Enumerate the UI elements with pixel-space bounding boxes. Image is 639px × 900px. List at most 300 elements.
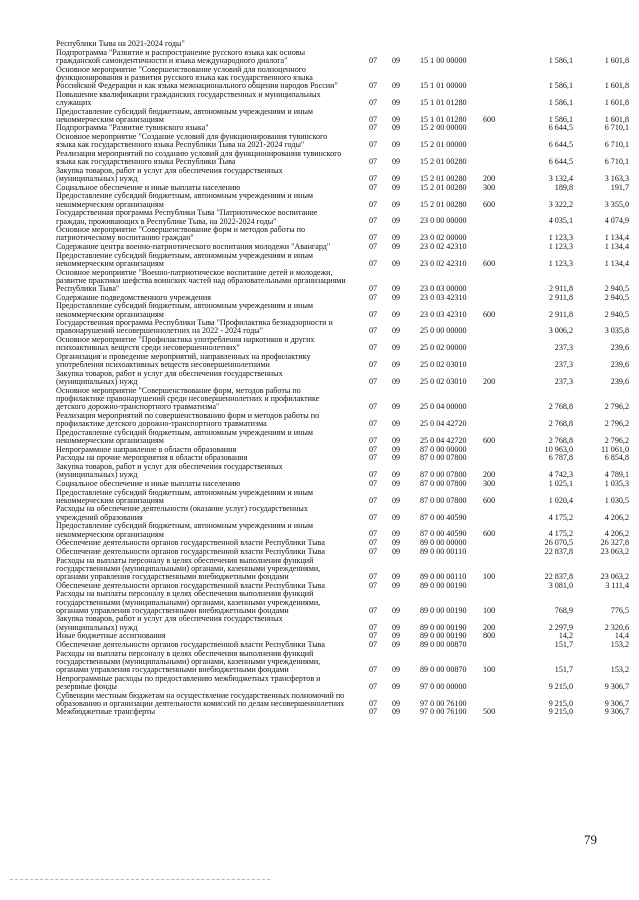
- amount-2023: 4 175,2: [548, 529, 573, 539]
- table-row: [0, 133, 639, 149]
- amount-2023: 1 586,1: [548, 80, 573, 90]
- amount-2023: 6 787,8: [548, 453, 573, 463]
- section-code: 07: [369, 478, 378, 488]
- section-code: 07: [369, 199, 378, 209]
- row-name: Основное мероприятие "Создание условий для функционирования тувинского языка как государственного языка Республики Тыва на 2021-2024 годы": [56, 132, 328, 150]
- target-article-code: 23 0 02 42310: [420, 242, 467, 251]
- section-code: 07: [369, 114, 378, 124]
- subsection-code: 09: [392, 707, 401, 717]
- section-code: 07: [369, 343, 378, 353]
- subsection-code: 09: [392, 233, 401, 243]
- section-code: 07: [369, 546, 378, 556]
- section-code: 07: [369, 512, 378, 522]
- subsection-code: 09: [392, 173, 401, 183]
- amount-2024: 1 030,5: [604, 495, 629, 505]
- subsection-code: 09: [392, 631, 401, 641]
- expense-type-code: 300: [483, 478, 496, 488]
- target-article-code: 23 0 03 42310: [420, 309, 467, 319]
- row-name: Основное мероприятие "Совершенствование форм, методов работы по профилактике правонарушений среди несовершеннолетних и профилактике детского дорожно-транспортного травматизма": [56, 385, 320, 412]
- row-name: Предоставление субсидий бюджетным, автономным учреждениям и иным некоммерческим организациям: [56, 427, 314, 445]
- table-row: [0, 167, 639, 183]
- section-code: 07: [369, 140, 378, 150]
- section-code: 07: [369, 681, 378, 691]
- amount-2023: 2 911,8: [549, 309, 573, 319]
- scan-edge-line: [10, 879, 270, 880]
- amount-2024: 239,6: [610, 360, 629, 370]
- table-row: [0, 557, 639, 582]
- row-name: Расходы на выплаты персоналу в целях обеспечения выполнения функций государственными (муниципальными) органами, казенными учреждениями, органами управления государственными внебюджетными фондами: [56, 555, 321, 581]
- amount-2024: 9 306,7: [604, 707, 629, 717]
- amount-2023: 237,3: [554, 377, 573, 387]
- amount-2023: 22 837,8: [544, 571, 573, 581]
- section-code: 07: [369, 258, 378, 268]
- table-row: [0, 387, 639, 412]
- table-row: [0, 40, 639, 48]
- row-name: Социальное обеспечение и иные выплаты населению: [56, 182, 241, 192]
- section-code: 07: [369, 435, 378, 445]
- amount-2023: 768,9: [554, 605, 573, 615]
- subsection-code: 09: [392, 639, 401, 649]
- section-code: 07: [369, 580, 378, 590]
- amount-2023: 1 025,1: [548, 478, 573, 488]
- amount-2023: 1 020,4: [548, 495, 573, 505]
- amount-2024: 153,2: [610, 639, 629, 649]
- amount-2024: 4 789,1: [604, 470, 629, 480]
- target-article-code: 89 0 00 00190: [420, 622, 467, 632]
- target-article-code: 23 0 03 00000: [420, 283, 467, 293]
- amount-2024: 1 134,4: [604, 242, 629, 251]
- target-article-code: 15 2 01 00000: [420, 140, 467, 150]
- amount-2023: 3 081,0: [548, 580, 573, 590]
- amount-2024: 11 061,0: [600, 444, 629, 454]
- amount-2023: 189,8: [554, 182, 573, 192]
- target-article-code: 23 0 03 42310: [420, 292, 467, 302]
- section-code: 07: [369, 377, 378, 387]
- section-code: 07: [369, 605, 378, 615]
- amount-2023: 2 297,9: [548, 622, 573, 632]
- section-code: 07: [369, 631, 378, 641]
- expense-type-code: 300: [483, 182, 496, 192]
- table-row: [0, 302, 639, 318]
- target-article-code: 25 0 02 03010: [420, 360, 467, 370]
- table-row: [0, 675, 639, 691]
- table-row: [0, 66, 639, 91]
- target-article-code: 15 1 00 00000: [420, 55, 467, 65]
- amount-2024: 4 074,9: [604, 216, 629, 226]
- amount-2024: 9 306,7: [604, 681, 629, 691]
- table-row: [0, 336, 639, 352]
- row-name: Предоставление субсидий бюджетным, автономным учреждениям и иным некоммерческим организациям: [56, 106, 314, 124]
- subsection-code: 09: [392, 538, 401, 548]
- amount-2024: 6 710,1: [604, 140, 629, 150]
- table-row: [0, 548, 639, 556]
- row-name: Предоставление субсидий бюджетным, автономным учреждениям и иным некоммерческим организациям: [56, 487, 314, 505]
- subsection-code: 09: [392, 123, 401, 133]
- subsection-code: 09: [392, 199, 401, 209]
- amount-2023: 1 123,3: [548, 233, 573, 243]
- section-code: 07: [369, 664, 378, 674]
- row-name: Социальное обеспечение и иные выплаты населению: [56, 478, 241, 488]
- amount-2024: 23 063,2: [600, 571, 629, 581]
- row-name: Закупка товаров, работ и услуг для обеспечения государственных (муниципальных) нужд: [56, 165, 283, 183]
- subsection-code: 09: [392, 453, 401, 463]
- target-article-code: 87 0 00 07800: [420, 495, 467, 505]
- table-row: [0, 319, 639, 335]
- expense-type-code: 600: [483, 529, 496, 539]
- section-code: 07: [369, 360, 378, 370]
- subsection-code: 09: [392, 571, 401, 581]
- amount-2023: 151,7: [554, 639, 573, 649]
- table-row: [0, 650, 639, 675]
- amount-2024: 2 796,2: [604, 402, 629, 412]
- amount-2023: 26 070,5: [544, 538, 573, 548]
- amount-2024: 1 601,8: [604, 55, 629, 65]
- expense-type-code: 600: [483, 495, 496, 505]
- row-name: Основное мероприятие "Профилактика употребления наркотиков и других психоактивных веществ среди несовершеннолетних": [56, 335, 315, 353]
- table-row: [0, 192, 639, 208]
- amount-2023: 4 742,3: [548, 470, 573, 480]
- amount-2024: 239,6: [610, 343, 629, 353]
- target-article-code: 25 0 02 00000: [420, 343, 467, 353]
- subsection-code: 09: [392, 182, 401, 192]
- amount-2024: 3 111,4: [605, 580, 629, 590]
- subsection-code: 09: [392, 435, 401, 445]
- row-name: Обеспечение деятельности органов государственной власти Республики Тыва: [56, 639, 325, 649]
- target-article-code: 87 0 00 07800: [420, 478, 467, 488]
- amount-2024: 3 355,0: [604, 199, 629, 209]
- amount-2024: 1 601,8: [604, 80, 629, 90]
- amount-2023: 3 132,4: [548, 173, 573, 183]
- amount-2023: 4 035,1: [548, 216, 573, 226]
- subsection-code: 09: [392, 258, 401, 268]
- subsection-code: 09: [392, 529, 401, 539]
- subsection-code: 09: [392, 546, 401, 556]
- target-article-code: 23 0 00 00000: [420, 216, 467, 226]
- target-article-code: 15 2 01 00280: [420, 173, 467, 183]
- subsection-code: 09: [392, 478, 401, 488]
- table-row: [0, 641, 639, 649]
- subsection-code: 09: [392, 681, 401, 691]
- table-row: [0, 108, 639, 124]
- row-name: Реализация мероприятий по созданию условий для функционирования тувинского языка как государственного языка Республики Тыва: [56, 149, 342, 167]
- target-article-code: 97 0 00 76100: [420, 707, 467, 717]
- section-code: 07: [369, 402, 378, 412]
- amount-2024: 1 134,4: [604, 233, 629, 243]
- row-name: Содержание подведомственного учреждения: [56, 292, 211, 302]
- amount-2024: 4 206,2: [604, 529, 629, 539]
- subsection-code: 09: [392, 698, 401, 708]
- subsection-code: 09: [392, 157, 401, 167]
- amount-2023: 151,7: [554, 664, 573, 674]
- section-code: 07: [369, 418, 378, 428]
- subsection-code: 09: [392, 580, 401, 590]
- amount-2023: 237,3: [554, 343, 573, 353]
- target-article-code: 87 0 00 00000: [420, 444, 467, 454]
- row-name: Расходы на выплаты персоналу в целях обеспечения выполнения функций государственными (муниципальными) органами, казенными учреждениями, органами управления государственными внебюджетными фондами: [56, 648, 321, 674]
- section-code: 07: [369, 622, 378, 632]
- expense-type-code: 100: [483, 664, 496, 674]
- row-name: Содержание центра военно-патриотического воспитания молодежи "Авангард": [56, 242, 331, 251]
- table-row: [0, 708, 639, 716]
- row-name: Предоставление субсидий бюджетным, автономным учреждениям и иным некоммерческим организациям: [56, 250, 314, 268]
- target-article-code: 89 0 00 00000: [420, 538, 467, 548]
- table-row: [0, 150, 639, 166]
- expense-type-code: 600: [483, 309, 496, 319]
- section-code: 07: [369, 571, 378, 581]
- amount-2023: 6 644,5: [548, 157, 573, 167]
- amount-2023: 1 586,1: [548, 97, 573, 107]
- row-name: Межбюджетные трансферты: [56, 707, 156, 717]
- amount-2023: 9 215,0: [548, 698, 573, 708]
- row-name: Организация и проведение мероприятий, направленных на профилактику употребления психоактивных веществ несовершеннолетними: [56, 352, 311, 370]
- table-row: [0, 480, 639, 488]
- subsection-code: 09: [392, 140, 401, 150]
- subsection-code: 09: [392, 470, 401, 480]
- expense-type-code: 800: [483, 631, 496, 641]
- amount-2023: 9 215,0: [548, 681, 573, 691]
- expense-type-code: 100: [483, 605, 496, 615]
- expense-type-code: 200: [483, 470, 496, 480]
- target-article-code: 15 2 00 00000: [420, 123, 467, 133]
- amount-2024: 153,2: [610, 664, 629, 674]
- expense-type-code: 200: [483, 377, 496, 387]
- subsection-code: 09: [392, 326, 401, 336]
- table-row: [0, 692, 639, 708]
- target-article-code: 97 0 00 00000: [420, 681, 467, 691]
- row-name: Расходы на прочие мероприятия в области образования: [56, 453, 248, 463]
- row-name: Закупка товаров, работ и услуг для обеспечения государственных (муниципальных) нужд: [56, 368, 283, 387]
- amount-2023: 4 175,2: [548, 512, 573, 522]
- subsection-code: 09: [392, 97, 401, 107]
- subsection-code: 09: [392, 292, 401, 302]
- section-code: 07: [369, 698, 378, 708]
- row-name: Предоставление субсидий бюджетным, автономным учреждениям и иным некоммерческим организациям: [56, 521, 314, 539]
- subsection-code: 09: [392, 512, 401, 522]
- subsection-code: 09: [392, 605, 401, 615]
- row-name: Основное мероприятие "Военно-патриотическое воспитание детей и молодежи, развитие практики шефства воинских частей над образовательными организациями Республики Тыва": [56, 267, 346, 293]
- amount-2023: 1 123,3: [548, 242, 573, 251]
- row-name: Закупка товаров, работ и услуг для обеспечения государственных (муниципальных) нужд: [56, 614, 283, 632]
- subsection-code: 09: [392, 283, 401, 293]
- table-row: [0, 615, 639, 631]
- row-name: Расходы на выплаты персоналу в целях обеспечения выполнения функций государственными (муниципальными) органами, казенными учреждениями, органами управления государственными внебюджетными фондами: [56, 589, 321, 615]
- amount-2024: 1 035,3: [604, 478, 629, 488]
- amount-2023: 22 837,8: [544, 546, 573, 556]
- subsection-code: 09: [392, 80, 401, 90]
- amount-2023: 6 644,5: [548, 140, 573, 150]
- subsection-code: 09: [392, 360, 401, 370]
- table-row: [0, 209, 639, 225]
- amount-2023: 14,2: [558, 631, 573, 641]
- amount-2024: 3 035,8: [604, 326, 629, 336]
- target-article-code: 15 1 01 01280: [420, 97, 467, 107]
- row-name: Основное мероприятие "Совершенствование форм и методов работы по патриотическому воспитанию граждан": [56, 225, 306, 243]
- amount-2023: 2 768,8: [548, 402, 573, 412]
- section-code: 07: [369, 470, 378, 480]
- target-article-code: 87 0 00 40590: [420, 529, 467, 539]
- expense-type-code: 600: [483, 435, 496, 445]
- target-article-code: 89 0 00 00110: [420, 571, 467, 581]
- table-row: [0, 429, 639, 445]
- page-number: 79: [584, 832, 597, 847]
- target-article-code: 25 0 04 42720: [420, 435, 467, 445]
- subsection-code: 09: [392, 664, 401, 674]
- row-name: Основное мероприятие "Совершенствование условий для полноценного функционирования и развития русского языка как государственного языка Российской Федерации и как языка межнационального общения народов России": [56, 64, 338, 90]
- amount-2024: 1 601,8: [604, 114, 629, 124]
- table-row: [0, 91, 639, 107]
- expense-type-code: 200: [483, 622, 496, 632]
- amount-2023: 6 644,5: [548, 123, 573, 133]
- section-code: 07: [369, 242, 378, 251]
- target-article-code: 87 0 00 40590: [420, 512, 467, 522]
- amount-2024: 6 710,1: [604, 157, 629, 167]
- row-name: Непрограммное направление в области образования: [56, 444, 237, 454]
- row-name: Предоставление субсидий бюджетным, автономным учреждениям и иным некоммерческим организациям: [56, 191, 314, 209]
- section-code: 07: [369, 292, 378, 302]
- target-article-code: 25 0 04 42720: [420, 418, 467, 428]
- subsection-code: 09: [392, 444, 401, 454]
- section-code: 07: [369, 216, 378, 226]
- row-name: Непрограммные расходы по предоставлению межбюджетных трансфертов и резервные фонды: [56, 673, 321, 691]
- target-article-code: 89 0 00 00110: [420, 546, 467, 556]
- amount-2024: 6 710,1: [604, 123, 629, 133]
- target-article-code: 15 2 01 00280: [420, 157, 467, 167]
- row-name: Субвенции местным бюджетам на осуществление государственных полномочий по образованию и организации деятельности комиссий по делам несовершеннолетних: [56, 690, 345, 708]
- row-name: Государственная программа Республики Тыва "Патриотическое воспитание граждан, проживающих в Республике Тыва, на 2022-2024 годы": [56, 208, 318, 226]
- amount-2024: 2 940,5: [604, 292, 629, 302]
- amount-2023: 237,3: [554, 360, 573, 370]
- target-article-code: 25 0 00 00000: [420, 326, 467, 336]
- amount-2023: 2 911,8: [549, 283, 573, 293]
- target-article-code: 87 0 00 07800: [420, 453, 467, 463]
- target-article-code: 15 1 01 01280: [420, 114, 467, 124]
- section-code: 07: [369, 309, 378, 319]
- section-code: 07: [369, 495, 378, 505]
- amount-2024: 239,6: [610, 377, 629, 387]
- target-article-code: 89 0 00 00870: [420, 639, 467, 649]
- amount-2024: 2 796,2: [604, 435, 629, 445]
- target-article-code: 15 2 01 00280: [420, 199, 467, 209]
- target-article-code: 89 0 00 00190: [420, 631, 467, 641]
- row-name: Предоставление субсидий бюджетным, автономным учреждениям и иным некоммерческим организациям: [56, 301, 314, 319]
- amount-2024: 2 940,5: [604, 283, 629, 293]
- expense-type-code: 100: [483, 571, 496, 581]
- amount-2024: 3 163,3: [604, 173, 629, 183]
- amount-2024: 26 327,8: [600, 538, 629, 548]
- row-name: Обеспечение деятельности органов государственной власти Республики Тыва: [56, 546, 325, 556]
- subsection-code: 09: [392, 377, 401, 387]
- target-article-code: 89 0 00 00870: [420, 664, 467, 674]
- subsection-code: 09: [392, 495, 401, 505]
- target-article-code: 87 0 00 07800: [420, 470, 467, 480]
- row-name: Закупка товаров, работ и услуг для обеспечения государственных (муниципальных) нужд: [56, 462, 283, 480]
- amount-2024: 1 601,8: [604, 97, 629, 107]
- amount-2023: 10 963,0: [544, 444, 573, 454]
- section-code: 07: [369, 283, 378, 293]
- amount-2023: 1 586,1: [548, 55, 573, 65]
- amount-2023: 1 586,1: [548, 114, 573, 124]
- table-row: [0, 489, 639, 505]
- section-code: 07: [369, 326, 378, 336]
- expense-type-code: 600: [483, 114, 496, 124]
- amount-2024: 2 320,6: [604, 622, 629, 632]
- section-code: 07: [369, 55, 378, 65]
- amount-2023: 9 215,0: [548, 707, 573, 717]
- subsection-code: 09: [392, 402, 401, 412]
- section-code: 07: [369, 444, 378, 454]
- amount-2024: 23 063,2: [600, 546, 629, 556]
- row-name: Расходы на обеспечение деятельности (оказание услуг) государственных учреждений образования: [56, 504, 308, 522]
- subsection-code: 09: [392, 242, 401, 251]
- target-article-code: 15 2 01 00280: [420, 182, 467, 192]
- expense-type-code: 600: [483, 199, 496, 209]
- table-row: [0, 353, 639, 369]
- table-row: [0, 412, 639, 428]
- amount-2024: 776,5: [610, 605, 629, 615]
- amount-2023: 2 768,8: [548, 418, 573, 428]
- table-row: [0, 590, 639, 615]
- expense-type-code: 600: [483, 258, 496, 268]
- row-name: Республики Тыва на 2021-2024 годы": [56, 39, 185, 48]
- subsection-code: 09: [392, 622, 401, 632]
- target-article-code: 15 1 01 00000: [420, 80, 467, 90]
- row-name: Подпрограмма "Развитие и распространение русского языка как основы гражданской самоидентичности и языка международного диалога": [56, 47, 306, 65]
- amount-2024: 2 796,2: [604, 418, 629, 428]
- target-article-code: 23 0 02 42310: [420, 258, 467, 268]
- section-code: 07: [369, 123, 378, 133]
- table-row: [0, 226, 639, 242]
- section-code: 07: [369, 639, 378, 649]
- expense-type-code: 200: [483, 173, 496, 183]
- table-row: [0, 49, 639, 65]
- amount-2024: 9 306,7: [604, 698, 629, 708]
- section-code: 07: [369, 707, 378, 717]
- section-code: 07: [369, 529, 378, 539]
- target-article-code: 25 0 02 03010: [420, 377, 467, 387]
- row-name: Подпрограмма "Развитие тувинского языка": [56, 123, 209, 133]
- target-article-code: 25 0 04 00000: [420, 402, 467, 412]
- row-name: Реализация мероприятий по совершенствованию форм и методов работы по профилактике детского дорожно-транспортного травматизма: [56, 410, 320, 428]
- section-code: 07: [369, 233, 378, 243]
- amount-2024: 14,4: [614, 631, 629, 641]
- amount-2023: 3 322,2: [548, 199, 573, 209]
- target-article-code: 97 0 00 76100: [420, 698, 467, 708]
- subsection-code: 09: [392, 309, 401, 319]
- amount-2024: 6 854,8: [604, 453, 629, 463]
- section-code: 07: [369, 182, 378, 192]
- section-code: 07: [369, 453, 378, 463]
- section-code: 07: [369, 173, 378, 183]
- subsection-code: 09: [392, 216, 401, 226]
- amount-2024: 191,7: [610, 182, 629, 192]
- table-row: [0, 269, 639, 294]
- amount-2024: 4 206,2: [604, 512, 629, 522]
- row-name: Государственная программа Республики Тыва "Профилактика безнадзорности и правонарушений несовершеннолетних на 2022 - 2024 годы": [56, 318, 333, 336]
- row-name: Обеспечение деятельности органов государственной власти Республики Тыва: [56, 538, 325, 548]
- table-row: [0, 463, 639, 479]
- row-name: Обеспечение деятельности органов государственной власти Республики Тыва: [56, 580, 325, 590]
- subsection-code: 09: [392, 418, 401, 428]
- section-code: 07: [369, 538, 378, 548]
- table-row: [0, 252, 639, 268]
- table-row: [0, 522, 639, 538]
- section-code: 07: [369, 80, 378, 90]
- row-name: Повышение квалификации гражданских государственных и муниципальных служащих: [56, 89, 321, 107]
- expense-type-code: 500: [483, 707, 496, 717]
- amount-2023: 2 911,8: [549, 292, 573, 302]
- target-article-code: 23 0 02 00000: [420, 233, 467, 243]
- table-row: [0, 370, 639, 386]
